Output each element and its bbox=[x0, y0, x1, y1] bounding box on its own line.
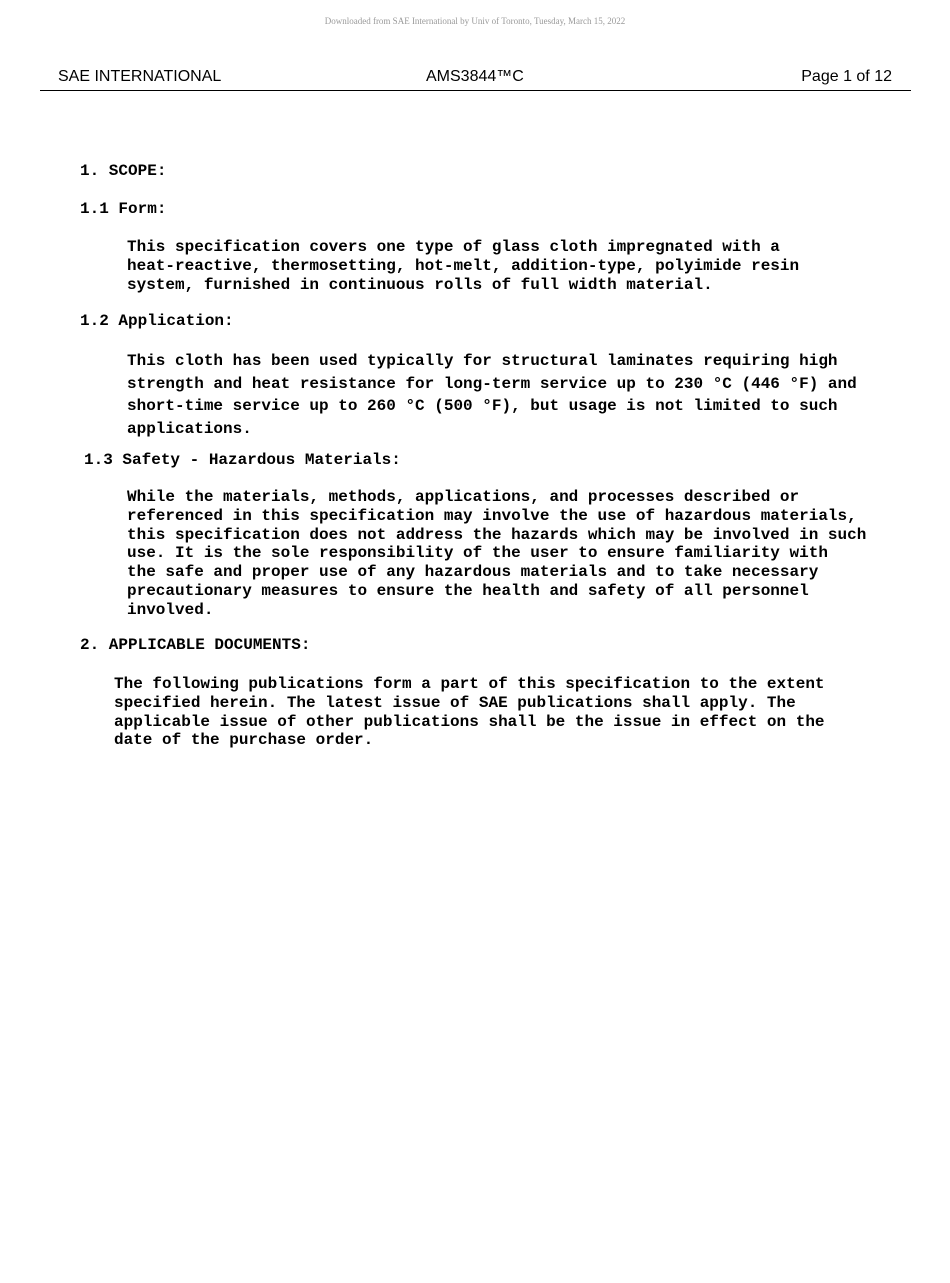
text-line: While the materials, methods, applications, and processes described or bbox=[127, 488, 800, 506]
text-line: system, furnished in continuous rolls of full width material. bbox=[127, 275, 713, 294]
text-line: heat-reactive, thermosetting, hot-melt, addition-type, polyimide resin bbox=[127, 256, 800, 275]
section-1-2-heading: 1.2 Application: bbox=[80, 312, 234, 330]
text-line: strength and heat resistance for long-term service up to 230 °C (446 °F) and bbox=[127, 374, 857, 393]
text-line: This specification covers one type of glass cloth impregnated with a bbox=[127, 238, 780, 256]
text-line: this specification does not address the hazards which may be involved in such bbox=[127, 525, 867, 544]
section-1-1-heading: 1.1 Form: bbox=[80, 200, 167, 218]
section-1-1-body bbox=[127, 238, 799, 294]
text-line: precautionary measures to ensure the health and safety of all personnel bbox=[127, 581, 809, 600]
section-1-heading: 1. SCOPE: bbox=[80, 162, 167, 180]
text-line: The following publications form a part of this specification to the extent bbox=[114, 675, 825, 693]
text-line: use. It is the sole responsibility of the user to ensure familiarity with bbox=[127, 544, 828, 563]
section-2-heading: 2. APPLICABLE DOCUMENTS: bbox=[80, 636, 311, 654]
text-line: applications. bbox=[127, 419, 252, 438]
section-1-2-body bbox=[127, 350, 857, 440]
text-line: specified herein. The latest issue of SAE publications shall apply. The bbox=[114, 693, 796, 712]
text-line: the safe and proper use of any hazardous materials and to take necessary bbox=[127, 563, 819, 582]
header-document-id: AMS3844™C bbox=[426, 68, 524, 85]
header-page-number: Page 1 of 12 bbox=[801, 68, 892, 85]
text-line: involved. bbox=[127, 600, 214, 619]
download-watermark: Downloaded from SAE International by Univ of Toronto, Tuesday, March 15, 2022 bbox=[324, 16, 626, 26]
text-line: This cloth has been used typically for structural laminates requiring high bbox=[127, 352, 838, 370]
text-line: referenced in this specification may involve the use of hazardous materials, bbox=[127, 506, 857, 525]
page-header bbox=[40, 68, 911, 91]
section-1-3-heading: 1.3 Safety - Hazardous Materials: bbox=[84, 451, 401, 469]
header-organization: SAE INTERNATIONAL bbox=[58, 68, 222, 85]
text-line: date of the purchase order. bbox=[114, 731, 374, 750]
text-line: applicable issue of other publications shall be the issue in effect on the bbox=[114, 712, 825, 731]
section-1-3-body bbox=[127, 488, 866, 620]
section-2-body bbox=[114, 675, 825, 750]
text-line: short-time service up to 260 °C (500 °F), but usage is not limited to such bbox=[127, 397, 838, 415]
